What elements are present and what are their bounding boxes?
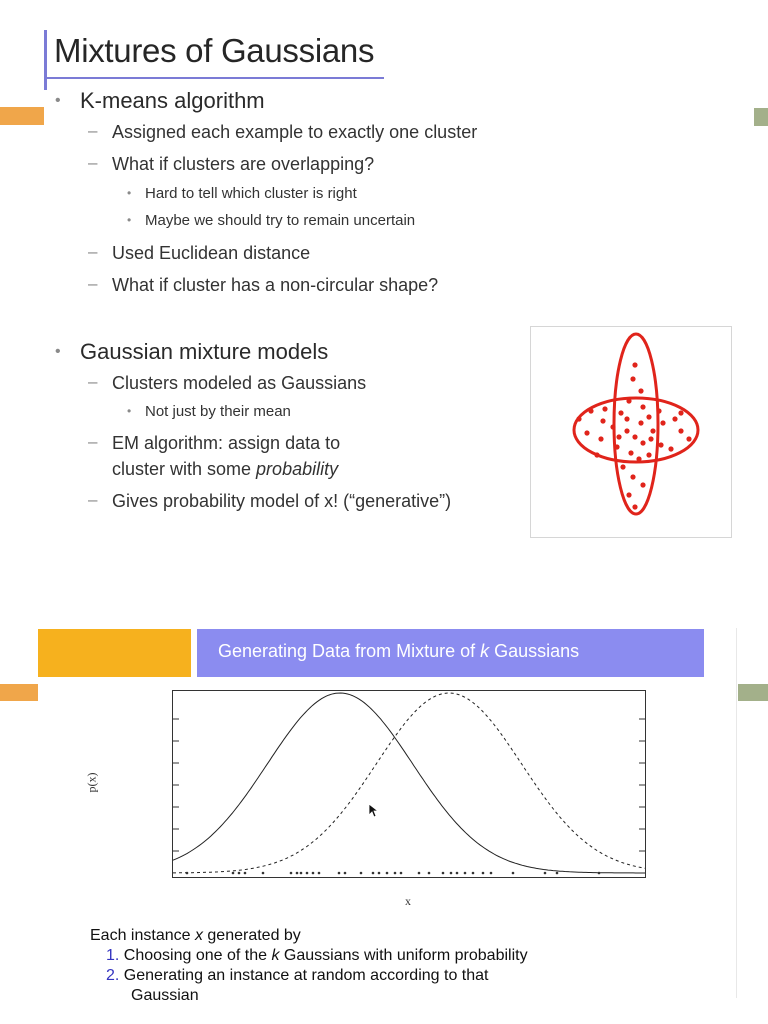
sample-point [244,872,247,875]
body-intro-text: Each instance [90,927,195,944]
sample-point [290,872,293,875]
sample-point [400,872,403,875]
sample-point [464,872,467,875]
scatter-point [648,436,653,441]
scatter-point [584,430,589,435]
scatter-point [678,410,683,415]
section-heading-kmeans: K-means algorithm [80,88,265,113]
banner-orange-block [38,629,191,677]
sample-point [512,872,515,875]
dash-icon: – [88,372,98,391]
mouse-cursor-icon [368,803,380,819]
sample-point [186,872,189,875]
scatter-point [632,504,637,509]
scatter-point [668,446,673,451]
sample-point [442,872,445,875]
sub-list-item: Not just by their mean [145,403,291,420]
scatter-point [594,452,599,457]
left-accent-bar [0,107,44,125]
dash-icon: – [88,432,98,451]
scatter-point [632,362,637,367]
sample-point [556,872,559,875]
scatter-point [658,442,663,447]
list-item: Used Euclidean distance [112,243,311,263]
scatter-point [656,408,661,413]
gaussian-scatter-illustration [530,326,732,538]
scatter-point [630,376,635,381]
scatter-point [626,492,631,497]
banner-title-text-end: Gaussians [489,641,580,661]
sample-point [296,872,299,875]
emphasis-text: probability [256,459,339,479]
sub-list-item: Maybe we should try to remain uncertain [145,212,416,229]
left-accent-bar-2 [0,684,38,701]
scatter-point [576,416,581,421]
vertical-ellipse [614,334,658,514]
x-axis-label: x [405,894,411,908]
right-divider-line [736,628,737,998]
bullet-icon: • [55,92,61,109]
scatter-point [624,416,629,421]
right-accent-bar [754,108,768,126]
list-item: What if clusters are overlapping? [112,154,375,174]
dash-icon: – [88,121,98,140]
scatter-point [624,428,629,433]
sample-point [300,872,303,875]
sample-point [394,872,397,875]
scatter-point [646,452,651,457]
scatter-point [588,408,593,413]
list-item: What if cluster has a non-circular shape? [112,275,439,295]
step-text-end: Gaussians with uniform probability [279,947,528,964]
scatter-point [686,436,691,441]
plot-ticks [173,719,645,851]
body-intro-text-end: generated by [202,927,301,944]
y-axis-label: p(x) [84,772,99,793]
scatter-point [636,456,641,461]
scatter-point [650,428,655,433]
sample-point [482,872,485,875]
section-heading-gmm: Gaussian mixture models [80,339,329,364]
scatter-point [600,418,605,423]
page-title: Mixtures of Gaussians [54,32,375,69]
sample-point [232,872,235,875]
plot-svg [173,691,645,877]
sample-point [318,872,321,875]
sample-point [372,872,375,875]
step-number: 1. [106,947,120,964]
dash-icon: – [88,242,98,261]
sample-point [386,872,389,875]
gaussian-curve-solid [173,693,645,873]
scatter-point [660,420,665,425]
scatter-point [672,416,677,421]
step-text: Choosing one of the [123,947,272,964]
step-number: 2. [106,967,120,984]
sample-point [428,872,431,875]
step-2-continuation: Gaussian [131,987,199,1004]
banner-title-text: Generating Data from Mixture of [218,641,481,661]
body-intro-x: x [194,927,203,944]
step-1 [106,947,528,965]
scatter-point [678,428,683,433]
scatter-point [602,406,607,411]
list-item: Assigned each example to exactly one cluster [112,122,478,142]
sample-point [306,872,309,875]
scatter-points [576,362,691,509]
scatter-point [616,434,621,439]
sample-points [186,872,601,875]
sample-point [490,872,493,875]
step-text-k: k [271,947,280,964]
scatter-point [640,440,645,445]
list-item: Gives probability model of x! (“generative”) [112,491,452,511]
sample-point [544,872,547,875]
sample-point [312,872,315,875]
sample-point [456,872,459,875]
sample-point [238,872,241,875]
scatter-svg [531,327,731,537]
dash-icon: – [88,153,98,172]
dash-icon: – [88,274,98,293]
scatter-point [614,444,619,449]
scatter-point [632,434,637,439]
title-rule-vertical [44,30,47,90]
scatter-point [628,450,633,455]
bullet-icon: • [127,404,132,418]
sample-point [338,872,341,875]
sub-list-item: Hard to tell which cluster is right [145,185,357,202]
banner-title-k: k [480,641,490,661]
list-item-continuation [112,459,338,480]
scatter-point [598,436,603,441]
sample-point [344,872,347,875]
body-intro [90,927,301,945]
step-2 [106,967,488,985]
step-text: Generating an instance at random according to that [123,967,489,984]
scatter-point [638,388,643,393]
scatter-point [646,414,651,419]
sample-point [378,872,381,875]
sample-point [418,872,421,875]
list-item-text: cluster with some [112,459,257,479]
sample-point [598,872,601,875]
sample-point [472,872,475,875]
bullet-icon: • [127,186,132,200]
dash-icon: – [88,490,98,509]
sample-point [450,872,453,875]
scatter-point [620,464,625,469]
scatter-point [640,482,645,487]
scatter-point [638,420,643,425]
gaussian-plot [172,690,646,878]
bullet-icon: • [127,213,132,227]
scatter-point [610,424,615,429]
right-accent-bar-2 [738,684,768,701]
list-item: Clusters modeled as Gaussians [112,373,367,393]
list-item: EM algorithm: assign data to [112,433,341,453]
scatter-point [618,410,623,415]
scatter-point [640,404,645,409]
bullet-icon: • [55,343,61,360]
scatter-point [630,474,635,479]
title-rule-horizontal [44,77,384,79]
gaussian-curve-dashed [173,693,645,873]
scatter-point [626,398,631,403]
sample-point [262,872,265,875]
sample-point [360,872,363,875]
banner-title [218,641,579,662]
